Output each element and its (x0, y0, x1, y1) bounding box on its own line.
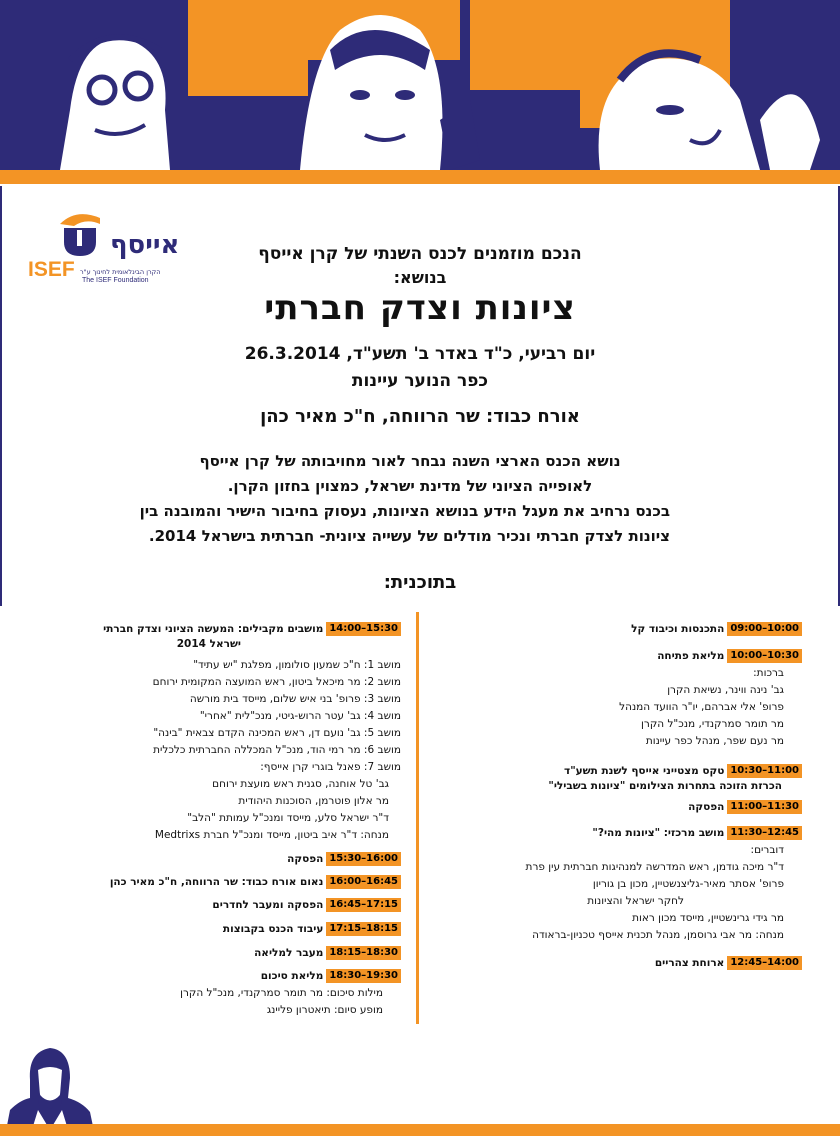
conference-title: ציונות וצדק חברתי (264, 288, 576, 328)
intro-line: בכנס נרחיב את מעגל הידע בנושא הציונות, נעסוק בחיבור הישיר והמובנה בין (139, 502, 670, 520)
item-line: מושב 6: מר רמי הוד, מנכ"ל המכללה החברתית כלכלית (153, 744, 401, 756)
time-slot: 11:00–11:30 (727, 800, 802, 814)
conference-place: כפר הנוער עיינות (351, 371, 489, 391)
program-item (422, 764, 802, 795)
item-line: פרופ' אלי אברהם, יו"ר הוועד המנהל (619, 701, 784, 713)
banner-orange-stripe (0, 170, 840, 184)
program-item (35, 922, 401, 936)
program-item (35, 969, 401, 1019)
footer-orange-bar (0, 1124, 840, 1136)
item-line: מושב 7: פאנל בוגרי קרן אייסף: (260, 761, 401, 773)
time-slot: 16:00–16:45 (326, 875, 401, 889)
item-title: הפסקה ומעבר לחדרים (212, 899, 324, 911)
banner-portraits-illustration (0, 0, 840, 186)
program-item (35, 946, 401, 960)
intro-paragraph (139, 449, 670, 549)
item-line: גב' טל אוחנה, סגנית ראש מועצת ירוחם (212, 778, 389, 790)
guest-of-honor: אורח כבוד: שר הרווחה, ח"כ מאיר כהן (260, 406, 580, 427)
item-line: מושב 5: גב' נועם דן, ראש המכינה הקדם צבאית "בינה" (153, 727, 401, 739)
left-border (0, 186, 2, 606)
time-slot: 12:45–14:00 (727, 956, 802, 970)
conference-date: יום רביעי, כ"ד באדר ב' תשע"ד, 26.3.2014 (244, 344, 596, 364)
item-line: ברכות: (753, 667, 784, 679)
item-line: מר נעם שפר, מנהל כפר עיינות (645, 735, 784, 747)
item-line: מופע סיום: תיאטרון פליינג (266, 1004, 383, 1016)
item-title: מושבים מקבילים: המעשה הציוני וצדק חברתי (103, 623, 324, 635)
item-title: ארוחת צהריים (654, 957, 725, 969)
logo-hebrew-text: אייסף (110, 230, 180, 260)
item-title: נאום אורח כבוד: שר הרווחה, ח"כ מאיר כהן (109, 876, 324, 888)
item-title: התכנסות וכיבוד קל (631, 623, 725, 635)
item-line: לחקר ישראל והציונות (587, 895, 684, 907)
header-banner (0, 0, 840, 186)
intro-line: נושא הכנס הארצי השנה נבחר לאור מחויבותה של קרן אייסף (199, 452, 621, 470)
herzl-portrait-illustration (0, 1040, 95, 1136)
time-slot: 10:30–11:00 (727, 764, 802, 778)
program-item (35, 852, 401, 866)
isef-flame-icon (56, 212, 102, 258)
program-item (35, 898, 401, 912)
time-slot: 10:00–10:30 (727, 649, 802, 663)
item-line: מושב 2: מר מיכאל ביטון, ראש המועצה המקומית ירוחם (152, 676, 401, 688)
item-title: מעבר למליאה (254, 947, 324, 959)
invitation-line: הנכם מוזמנים לכנס השנתי של קרן אייסף (258, 244, 582, 264)
time-slot: 15:30–16:00 (326, 852, 401, 866)
isef-logo (28, 210, 180, 290)
program-heading: בתוכנית: (383, 572, 457, 593)
item-title: טקס מצטייני אייסף לשנת תשע"ד (564, 765, 725, 777)
program-item (35, 875, 401, 889)
intro-line: ציונות לצדק חברתי ונכיר מודלים של עשייה ציונית- חברתית בישראל 2014. (148, 527, 670, 545)
item-title: הפסקה (287, 853, 324, 865)
time-slot: 14:00–15:30 (326, 622, 401, 636)
item-line: פרופ' אסתר מאיר-גליצנשטיין, מכון בן גוריון (592, 878, 784, 890)
item-title: מליאת סיכום (260, 970, 324, 982)
item-line: גב' נינה ווינר, נשיאת הקרן (667, 684, 784, 696)
logo-hebrew-subtitle: הקרן הבינלאומית לחינוך ע"ר (80, 268, 161, 276)
logo-english-subtitle: The ISEF Foundation (82, 277, 149, 284)
program-item (422, 622, 802, 636)
item-line: מושב 1: ח"כ שמעון סולומון, מפלגת "יש עתיד" (193, 659, 401, 671)
item-line: הכרזת הזוכה בתחרות הצילומים "ציונות בשבילי" (548, 780, 782, 792)
item-title: הפסקה (688, 801, 725, 813)
time-slot: 17:15–18:15 (326, 922, 401, 936)
item-line: מילות סיכום: מר תומר סמרקנדי, מנכ"ל הקרן (180, 987, 383, 999)
item-line: מושב 4: גב' עטר הרוש-גיטי, מנכ"לית "אחרי" (199, 710, 401, 722)
item-line: מושב 3: פרופ' בני איש שלום, מייסד בית מורשה (189, 693, 401, 705)
program-item (422, 800, 802, 814)
item-line: ד"ר מיכה גודמן, ראש המדרשה למנהיגות חברתית עין פרת (525, 861, 784, 873)
item-title: מליאת פתיחה (657, 650, 725, 662)
program-item (35, 622, 401, 844)
item-title: עיבוד הכנס בקבוצות (222, 923, 324, 935)
item-title-continued: ישראל 2014 (176, 638, 241, 650)
item-line: מר אלון פוטרמן, הסוכנות היהודית (238, 795, 389, 807)
program-item (422, 649, 802, 750)
item-title: מושב מרכזי: "ציונות מהי?" (592, 827, 725, 839)
time-slot: 11:30–12:45 (727, 826, 802, 840)
item-line: מר גידי גרינשטיין, מייסד מכון ראות (632, 912, 784, 924)
item-line: ד"ר ישראל סלע, מייסד ומנכ"ל עמותת "הלב" (187, 812, 389, 824)
item-line: דוברים: (750, 844, 784, 856)
column-divider (416, 612, 419, 1024)
program-item (422, 956, 802, 970)
time-slot: 18:30–19:30 (326, 969, 401, 983)
item-line: מנחה: מר אבי גרוסמן, מנהל תכנית אייסף טכניון-בראודה (532, 929, 784, 941)
time-slot: 18:15–18:30 (326, 946, 401, 960)
program-item (422, 826, 802, 944)
item-line: מר תומר סמרקנדי, מנכ"ל הקרן (641, 718, 784, 730)
topic-label: בנושא: (393, 268, 447, 287)
time-slot: 16:45–17:15 (326, 898, 401, 912)
intro-line: לאופייה הציוני של מדינת ישראל, כמצוין בחזון הקרן. (227, 477, 593, 495)
time-slot: 09:00–10:00 (727, 622, 802, 636)
item-line: מנחה: ד"ר איב ביטון, מייסד ומנכ"ל חברת Medtrixs (154, 829, 389, 841)
logo-english-text: ISEF (28, 258, 75, 281)
